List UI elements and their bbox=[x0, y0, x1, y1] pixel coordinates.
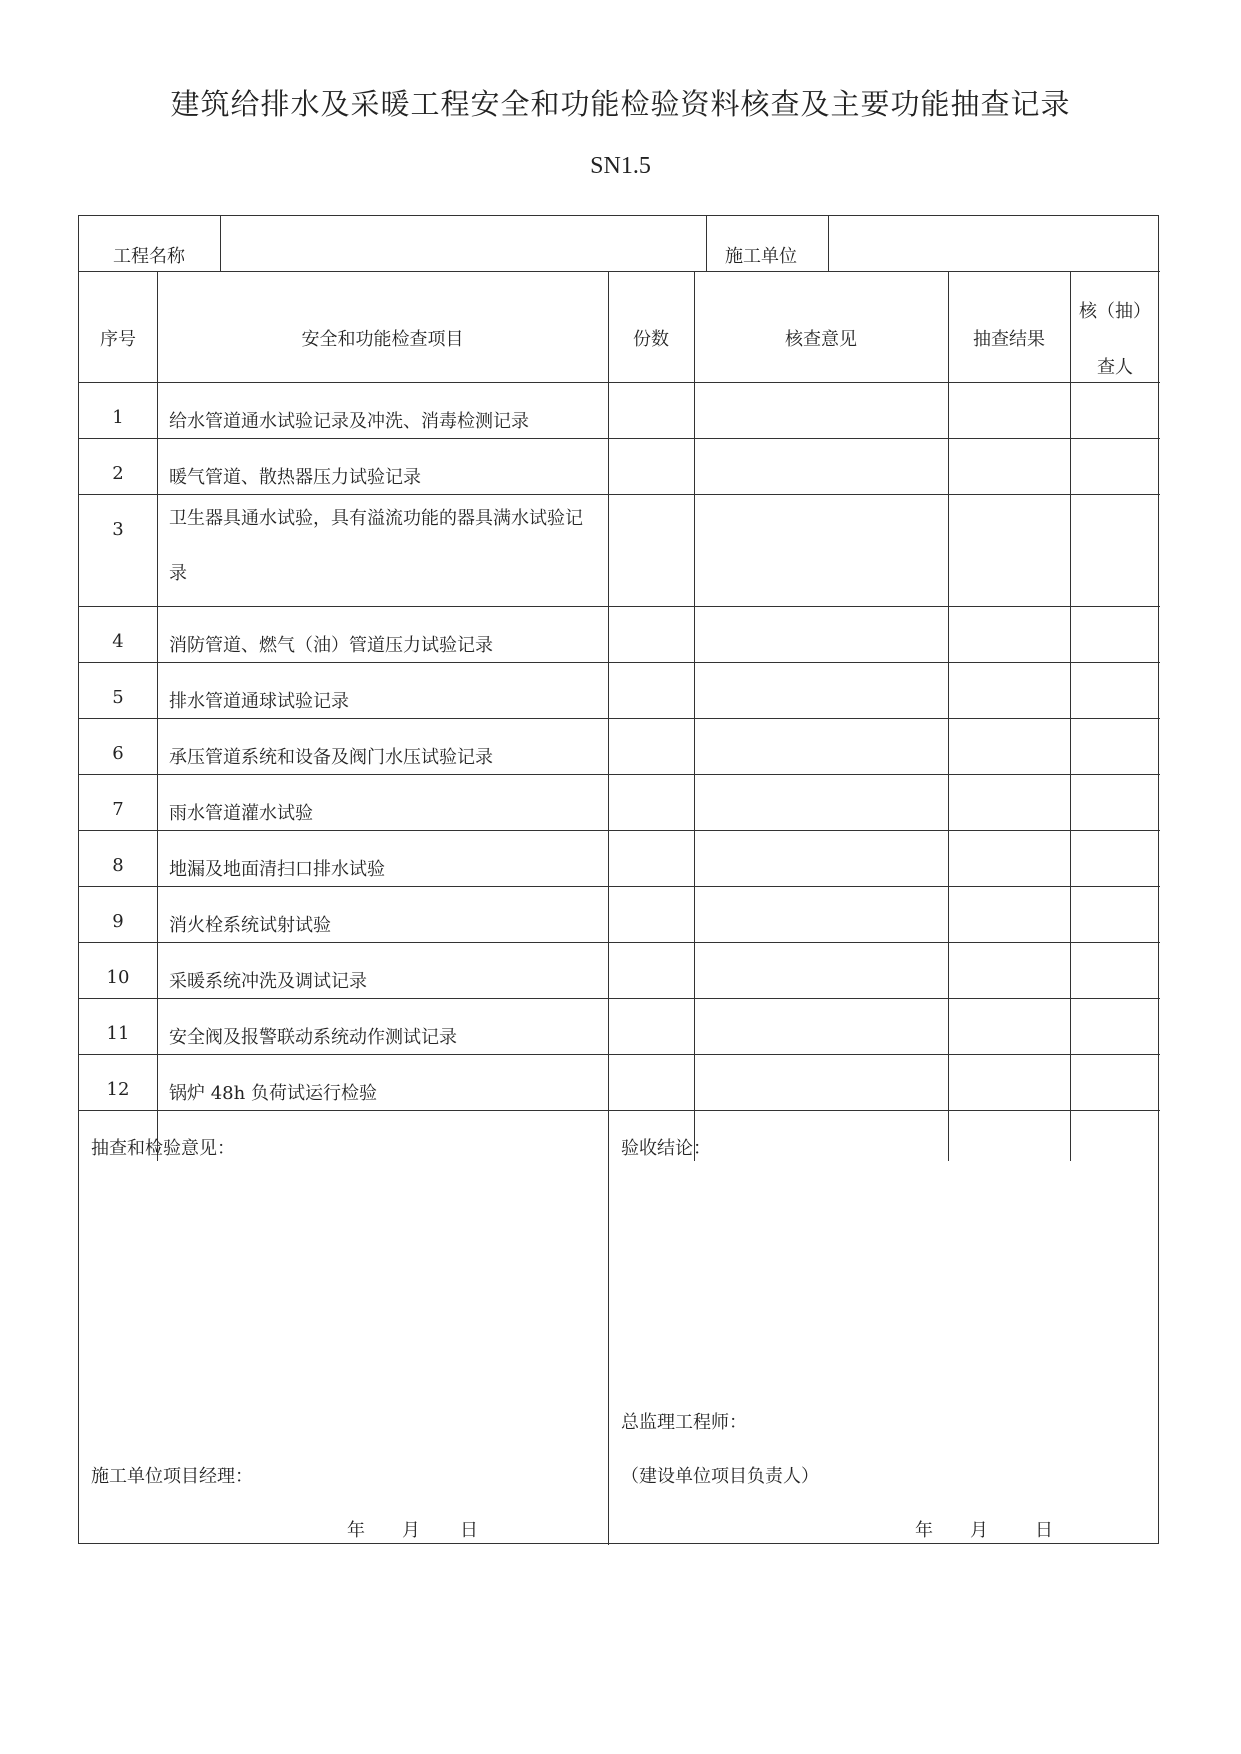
row-item-text: 地漏及地面清扫口排水试验 bbox=[169, 859, 385, 880]
right-date-year: 年 bbox=[915, 1520, 933, 1541]
row-item-text: 安全阀及报警联动系统动作测试记录 bbox=[169, 1027, 457, 1048]
row-number: 2 bbox=[112, 463, 124, 484]
table-row bbox=[79, 662, 1160, 718]
row-number: 4 bbox=[112, 631, 124, 652]
table-row bbox=[79, 606, 1160, 662]
left-opinion-label: 抽查和检验意见： bbox=[91, 1138, 235, 1159]
table-row bbox=[79, 494, 1160, 606]
row-number: 1 bbox=[112, 407, 124, 428]
row-number: 6 bbox=[112, 743, 124, 764]
row-number: 7 bbox=[112, 799, 124, 820]
left-date-month: 月 bbox=[402, 1520, 420, 1541]
project-name-label: 工程名称 bbox=[113, 246, 185, 267]
left-signer-label: 施工单位项目经理： bbox=[91, 1466, 253, 1487]
row-item-text: 消火栓系统试射试验 bbox=[169, 915, 331, 936]
table-row bbox=[79, 382, 1160, 438]
contractor-label: 施工单位 bbox=[725, 246, 797, 267]
right-date-day: 日 bbox=[1035, 1520, 1053, 1541]
col-item-header: 安全和功能检查项目 bbox=[301, 329, 464, 350]
col-inspector-header-line2: 查人 bbox=[1097, 357, 1133, 378]
inspection-form-table bbox=[78, 215, 1159, 1544]
row-number: 8 bbox=[112, 855, 124, 876]
row-item-text: 给水管道通水试验记录及冲洗、消毒检测记录 bbox=[169, 411, 529, 432]
table-row bbox=[79, 830, 1160, 886]
row-item-text: 锅炉 48h 负荷试运行检验 bbox=[169, 1083, 377, 1104]
row-item-text: 承压管道系统和设备及阀门水压试验记录 bbox=[169, 747, 493, 768]
row-number: 11 bbox=[106, 1023, 130, 1044]
table-row bbox=[79, 998, 1160, 1054]
table-row bbox=[79, 886, 1160, 942]
row-item-text: 消防管道、燃气（油）管道压力试验记录 bbox=[169, 635, 493, 656]
row-number: 9 bbox=[112, 911, 124, 932]
row-item-text: 采暖系统冲洗及调试记录 bbox=[169, 971, 367, 992]
form-code: SN1.5 bbox=[590, 153, 651, 179]
right-date-month: 月 bbox=[970, 1520, 988, 1541]
col-seq-header: 序号 bbox=[100, 329, 136, 350]
row-item-text: 雨水管道灌水试验 bbox=[169, 803, 313, 824]
table-row bbox=[79, 942, 1160, 998]
table-row bbox=[79, 438, 1160, 494]
col-result-header: 抽查结果 bbox=[973, 329, 1045, 350]
left-date-day: 日 bbox=[460, 1520, 478, 1541]
page-title: 建筑给排水及采暖工程安全和功能检验资料核查及主要功能抽查记录 bbox=[170, 87, 1071, 121]
table-row bbox=[79, 1054, 1160, 1110]
left-date-year: 年 bbox=[347, 1520, 365, 1541]
row-item-text: 排水管道通球试验记录 bbox=[169, 691, 349, 712]
row-item-text: 暖气管道、散热器压力试验记录 bbox=[169, 467, 421, 488]
row-number: 5 bbox=[112, 687, 124, 708]
col-inspector-header-line1: 核（抽） bbox=[1079, 301, 1151, 322]
right-conclusion-label: 验收结论： bbox=[621, 1138, 711, 1159]
col-copies-header: 份数 bbox=[633, 329, 669, 350]
col-review-header: 核查意见 bbox=[785, 329, 857, 350]
row-number: 3 bbox=[112, 519, 124, 540]
table-row bbox=[79, 718, 1160, 774]
row-item-text: 卫生器具通水试验，具有溢流功能的器具满水试验记录 bbox=[169, 508, 583, 584]
row-number: 10 bbox=[106, 967, 130, 988]
contractor-field[interactable] bbox=[837, 232, 1147, 262]
table-row bbox=[79, 774, 1160, 830]
right-signer-sub: （建设单位项目负责人） bbox=[621, 1466, 819, 1487]
project-name-field[interactable] bbox=[229, 232, 697, 262]
right-signer-label: 总监理工程师： bbox=[621, 1412, 747, 1433]
row-number: 12 bbox=[106, 1079, 130, 1100]
